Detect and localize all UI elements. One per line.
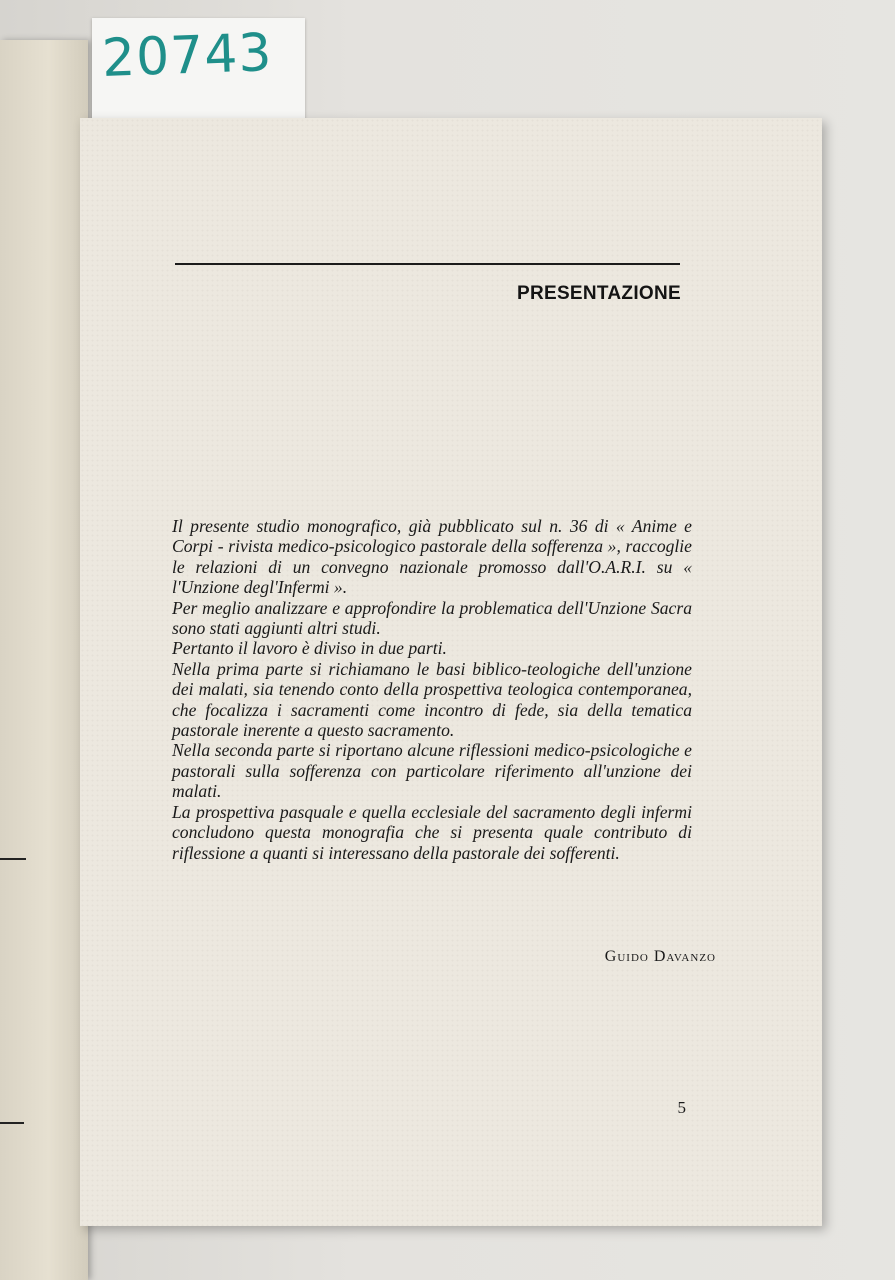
presentation-text xyxy=(172,516,692,863)
heading-rule xyxy=(175,263,680,265)
inventory-number: 20743 xyxy=(101,23,274,89)
left-page-mark xyxy=(0,858,26,860)
left-page-edge xyxy=(0,40,88,1280)
inventory-sticker xyxy=(92,18,305,124)
page-number: 5 xyxy=(677,1098,686,1117)
book-page xyxy=(80,118,822,1226)
left-page-mark xyxy=(0,1122,24,1124)
paragraph: La prospettiva pasquale e quella ecclesiale del sacramento degli infermi concludono questa monografia che si presenta quale contributo di riflessione a quanti si interessano della pastorale dei sofferenti. xyxy=(172,801,692,863)
paragraph: Il presente studio monografico, già pubblicato sul n. 36 di « Anime e Corpi - rivista medico-psicologico pastorale della sofferenza », raccoglie le relazioni di un convegno nazionale promosso dall'O.A.R.I. su « l'Unzione degl'Infermi ». xyxy=(172,516,692,598)
page-title: PRESENTAZIONE xyxy=(516,283,681,304)
paragraph: Nella seconda parte si riportano alcune riflessioni medico-psicologiche e pastorali sulla sofferenza con particolare riferimento all'unzione dei malati. xyxy=(172,740,692,802)
author-signature: Guido Davanzo xyxy=(604,948,716,965)
paragraph: Per meglio analizzare e approfondire la problematica dell'Unzione Sacra sono stati aggiunti altri studi. xyxy=(172,597,692,639)
paragraph: Nella prima parte si richiamano le basi biblico-teologiche dell'unzione dei malati, sia tenendo conto della prospettiva teologica contemporanea, che focalizza i sacramenti come incontro di fede, sia della tematica pastorale inerente a questo sacramento. xyxy=(172,658,692,741)
paragraph: Pertanto il lavoro è diviso in due parti. xyxy=(172,638,447,659)
